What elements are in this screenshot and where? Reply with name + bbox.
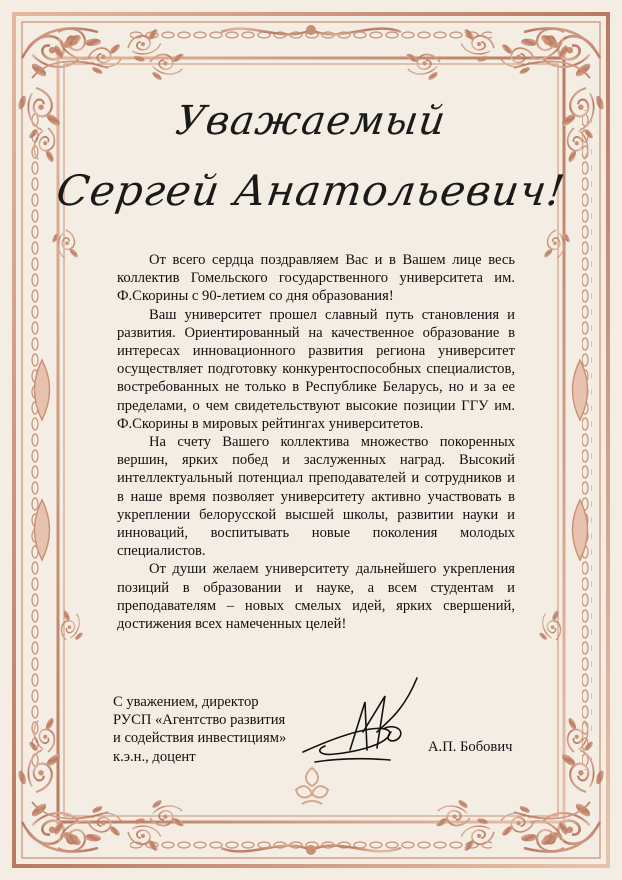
- signer-name: А.П. Бобович: [428, 739, 513, 755]
- sig-line-2: РУСП «Агентство развития: [113, 712, 286, 729]
- signature-block: [113, 693, 286, 766]
- sig-line-4: к.э.н., доцент: [113, 748, 196, 765]
- paragraph: От всего сердца поздравляем Вас и в Вашем лице весь коллектив Гомельского государственного университета им. Ф.Скорины с 90-летием со дня образования!: [117, 252, 515, 305]
- sig-line-3: и содействия инвестициям»: [113, 730, 287, 747]
- greeting-line-2: Сергей Анатольевич!: [53, 166, 569, 215]
- handwritten-signature: [295, 672, 425, 772]
- paragraph: От души желаем университету дальнейшего укрепления позиций в образовании и науке, а всем студентам и преподавателям – новых смелых идей, ярких свершений, достижения всех намеченных целей!: [117, 561, 515, 633]
- paragraph: Ваш университет прошел славный путь становления и развития. Ориентированный на качественное образование в интересах инновационного развития региона университет осуществляет подготовку конкурентоспособных специалистов, востребованных не только в Республике Беларусь, но и за ее пределами, о чем свидетельствуют высокие позиции ГГУ им. Ф.Скорины в мировых рейтингах университетов.: [117, 306, 515, 432]
- emblem-icon: [290, 764, 334, 808]
- sig-line-1: С уважением, директор: [113, 694, 259, 710]
- paragraph: На счету Вашего коллектива множество покоренных вершин, ярких побед и заслуженных наград. Высокий интеллектуальный потенциал преподавателей и сотрудников и в наше время позволяет университету активно участвовать в укреплении белорусской высшей школы, развитии науки и инноваций, воспитывать новые поколения молодых специалистов.: [117, 434, 515, 560]
- greeting-line-1: Уважаемый: [173, 98, 449, 144]
- letter-body: [117, 251, 515, 633]
